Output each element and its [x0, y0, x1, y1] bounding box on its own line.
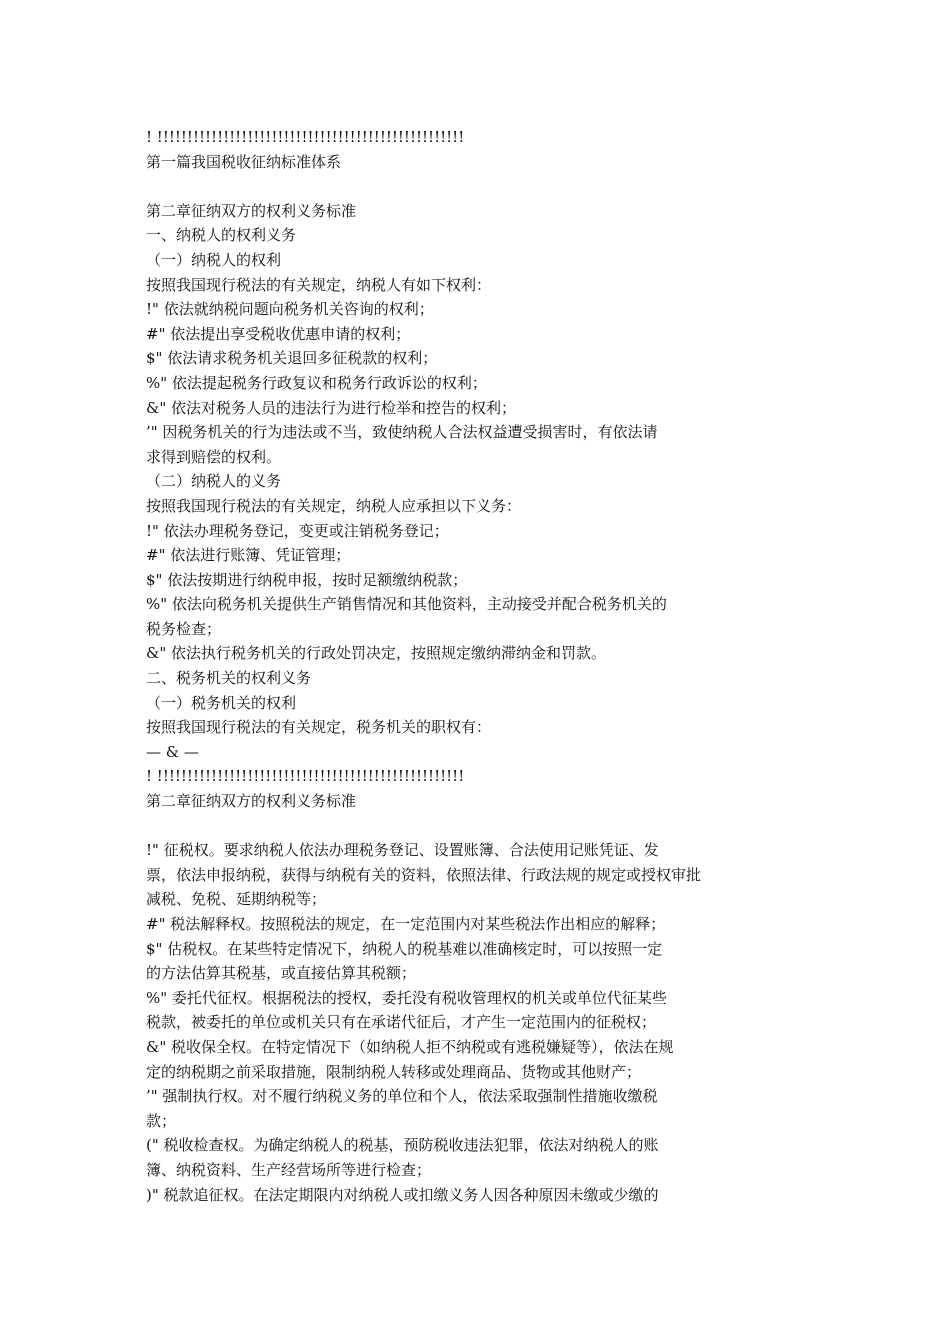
list-item: ’" 因税务机关的行为违法或不当，致使纳税人合法权益遭受损害时，有依法请 — [146, 423, 658, 442]
list-item: #" 税法解释权。按照税法的规定，在一定范围内对某些税法作出相应的解释； — [146, 915, 666, 933]
list-item: $" 依法按期进行纳税申报，按时足额缴纳税款； — [146, 570, 468, 589]
text-line: 减税、免税、延期纳税等； — [146, 890, 327, 909]
list-item: %" 依法向税务机关提供生产销售情况和其他资料，主动接受并配合税务机关的 — [146, 595, 667, 614]
list-item: !" 依法就纳税问题向税务机关咨询的权利； — [146, 300, 434, 319]
list-item: $" 依法请求税务机关退回多征税款的权利； — [146, 349, 438, 368]
chapter-title: 第二章征纳双方的权利义务标准 — [146, 792, 357, 811]
list-item: )" 税款追征权。在法定期限内对纳税人或扣缴义务人因各种原因未缴或少缴的 — [146, 1185, 659, 1204]
text-line: 税款，被委托的单位或机关只有在承诺代征后，才产生一定范围内的征税权； — [146, 1013, 657, 1032]
subsection-heading: （一）税务机关的权利 — [146, 693, 297, 712]
list-item: #" 依法进行账簿、凭证管理； — [146, 546, 351, 565]
list-item: &" 税收保全权。在特定情况下（如纳税人拒不纳税或有逃税嫌疑等），依法在规 — [146, 1037, 674, 1056]
subsection-heading: （一）纳税人的权利 — [146, 250, 282, 269]
text-line: 定的纳税期之前采取措施，限制纳税人转移或处理商品、货物或其他财产； — [146, 1062, 642, 1081]
text-line: ! !!!!!!!!!!!!!!!!!!!!!!!!!!!!!!!!!!!!!!!!!!!!!!!!!!! — [146, 128, 465, 146]
list-item: &" 依法执行税务机关的行政处罚决定，按照规定缴纳滞纳金和罚款。 — [146, 644, 607, 663]
blank-line — [146, 814, 906, 839]
text-line: 按照我国现行税法的有关规定，税务机关的职权有： — [146, 718, 492, 737]
document-body — [146, 125, 906, 1207]
page-number: — & — — [146, 742, 199, 761]
list-item: ’" 强制执行权。对不履行纳税义务的单位和个人，依法采取强制性措施收缴税 — [146, 1087, 658, 1106]
section-heading: 二、税务机关的权利义务 — [146, 669, 312, 688]
text-line: 求得到赔偿的权利。 — [146, 447, 282, 466]
list-item: %" 依法提起税务行政复议和税务行政诉讼的权利； — [146, 373, 487, 392]
chapter-title: 第二章征纳双方的权利义务标准 — [146, 201, 357, 220]
text-line: 按照我国现行税法的有关规定，纳税人应承担以下义务： — [146, 496, 522, 515]
list-item: #" 依法提出享受税收优惠申请的权利； — [146, 324, 411, 343]
list-item: !" 征税权。要求纳税人依法办理税务登记、设置账簿、合法使用记账凭证、发 — [146, 841, 659, 860]
text-line: 票，依法申报纳税，获得与纳税有关的资料，依照法律、行政法规的规定或授权审批 — [146, 865, 702, 884]
list-item: &" 依法对税务人员的违法行为进行检举和控告的权利； — [146, 398, 517, 417]
list-item: (" 税收检查权。为确定纳税人的税基，预防税收违法犯罪，依法对纳税人的账 — [146, 1136, 659, 1155]
text-line: 簿、纳税资料、生产经营场所等进行检查； — [146, 1160, 432, 1179]
list-item: %" 委托代征权。根据税法的授权，委托没有税收管理权的机关或单位代征某些 — [146, 988, 667, 1007]
list-item: $" 估税权。在某些特定情况下，纳税人的税基难以准确核定时，可以按照一定 — [146, 939, 663, 958]
text-line: 款； — [146, 1111, 177, 1130]
text-line: 的方法估算其税基，或直接估算其税额； — [146, 964, 417, 983]
list-item: !" 依法办理税务登记，变更或注销税务登记； — [146, 521, 449, 540]
text-line: 税务检查； — [146, 619, 222, 638]
blank-line — [146, 174, 906, 199]
section-heading: 一、纳税人的权利义务 — [146, 226, 297, 245]
text-line: 按照我国现行税法的有关规定，纳税人有如下权利： — [146, 275, 492, 294]
text-line: ! !!!!!!!!!!!!!!!!!!!!!!!!!!!!!!!!!!!!!!!!!!!!!!!!!!! — [146, 767, 465, 786]
part-title: 第一篇我国税收征纳标准体系 — [146, 152, 342, 171]
subsection-heading: （二）纳税人的义务 — [146, 472, 282, 491]
